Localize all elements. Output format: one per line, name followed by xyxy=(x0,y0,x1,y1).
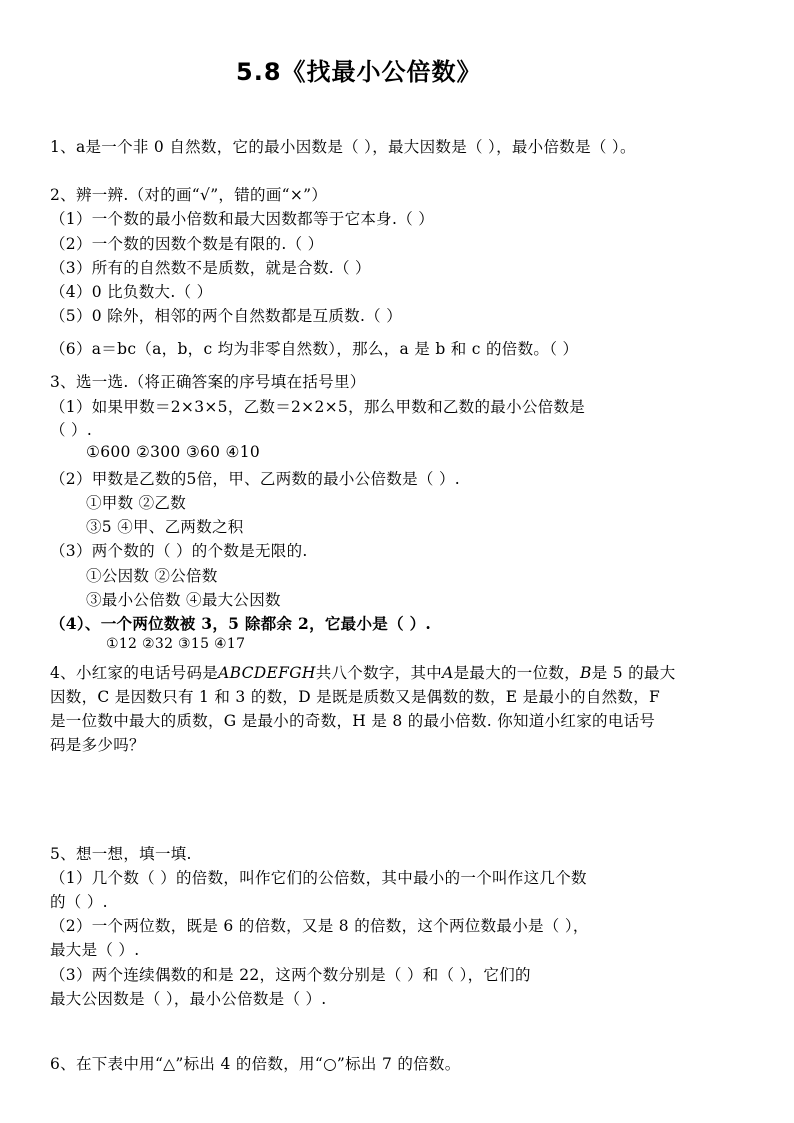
question-2-item-5: （5）0 除外，相邻的两个自然数都是互质数.（ ） xyxy=(50,307,403,325)
question-5-heading: 5、想一想，填一填. xyxy=(50,845,192,863)
question-5-part-2-line-2: 最大是（ ）. xyxy=(50,941,140,959)
q4-phone-letters: ABCDEFGH xyxy=(218,664,316,682)
question-6: 6、在下表中用“△”标出 4 的倍数，用“○”标出 7 的倍数。 xyxy=(50,1055,461,1073)
question-3-part-3-options-1: ①公因数 ②公倍数 xyxy=(86,567,218,585)
question-2-heading: 2、辨一辨.（对的画“√”，错的画“×”） xyxy=(50,186,328,204)
question-3-part-2-options-2: ③5 ④甲、乙两数之积 xyxy=(86,518,244,536)
page-title: 5.8《找最小公倍数》 xyxy=(236,58,482,86)
question-2-item-4: （4）0 比负数大.（ ） xyxy=(50,283,213,301)
question-3-part-4: （4）、一个两位数被 3，5 除都余 2，它最小是（ ）. xyxy=(50,614,432,633)
question-5-part-3-line-2: 最大公因数是（ ），最小公倍数是（ ）. xyxy=(50,990,327,1008)
q4-text-e: 是最大的一位数， xyxy=(453,664,581,682)
question-3-part-3-options-2: ③最小公倍数 ④最大公因数 xyxy=(86,591,281,609)
q4-text-a: 4、小红家的电话号码是 xyxy=(50,664,219,682)
question-3-part-2: （2）甲数是乙数的5倍，甲、乙两数的最小公倍数是（ ）. xyxy=(50,470,460,488)
question-5-part-1-line-1: （1）几个数（ ）的倍数，叫作它们的公倍数，其中最小的一个叫作这几个数 xyxy=(50,869,587,887)
question-3-part-2-options-1: ①甲数 ②乙数 xyxy=(86,494,187,512)
q4-text-g: 是 5 的最大 xyxy=(591,664,676,682)
question-4-line-2: 因数，C 是因数只有 1 和 3 的数，D 是既是质数又是偶数的数，E 是最小的自然数，F xyxy=(50,688,661,706)
question-4-line-1 xyxy=(50,661,676,683)
question-3-part-1-options: ①600 ②300 ③60 ④10 xyxy=(86,443,261,461)
question-5-part-2-line-1: （2）一个两位数，既是 6 的倍数，又是 8 的倍数，这个两位数最小是（ ）， xyxy=(50,917,589,935)
question-3-part-1-line-2: （ ）. xyxy=(50,421,93,439)
question-2-item-1: （1）一个数的最小倍数和最大因数都等于它本身.（ ） xyxy=(50,210,435,228)
question-4-line-3: 是一位数中最大的质数，G 是最小的奇数，H 是 8 的最小倍数. 你知道小红家的电话号 xyxy=(50,712,656,730)
question-2-item-2: （2）一个数的因数个数是有限的.（ ） xyxy=(50,235,324,253)
question-3-part-4-options: ①12 ②32 ③15 ④17 xyxy=(106,636,246,652)
question-3-part-3: （3）两个数的（ ）的个数是无限的. xyxy=(50,542,308,560)
question-2-item-6: （6）a＝bc（a，b，c 均为非零自然数），那么，a 是 b 和 c 的倍数。（ ） xyxy=(50,340,579,358)
question-2-item-3: （3）所有的自然数不是质数，就是合数.（ ） xyxy=(50,259,371,277)
question-4-line-4: 码是多少吗？ xyxy=(50,736,145,754)
question-5-part-3-line-1: （3）两个连续偶数的和是 22，这两个数分别是（ ）和（ ），它们的 xyxy=(50,966,531,984)
question-3-heading: 3、选一选.（将正确答案的序号填在括号里） xyxy=(50,373,366,391)
question-5-part-1-line-2: 的（ ）. xyxy=(50,893,108,911)
q4-letter-a: A xyxy=(442,664,454,682)
q4-text-c: 共八个数字，其中 xyxy=(315,664,443,682)
question-1: 1、a是一个非 0 自然数，它的最小因数是（ ），最大因数是（ ），最小倍数是（ ）。 xyxy=(50,138,636,156)
question-3-part-1-line-1: （1）如果甲数＝2×3×5，乙数＝2×2×5，那么甲数和乙数的最小公倍数是 xyxy=(50,398,586,416)
q4-letter-b: B xyxy=(580,664,592,682)
